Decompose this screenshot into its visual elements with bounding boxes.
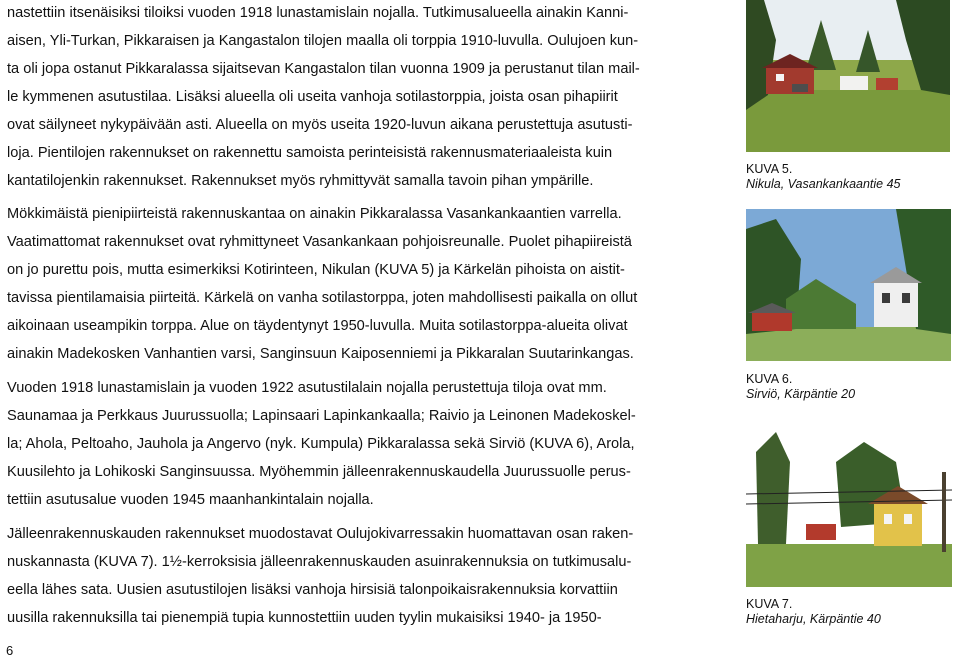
- body-line: tettiin asutusalue vuoden 1945 maanhankintalain nojalla.: [7, 492, 374, 508]
- figure-caption: [746, 372, 855, 402]
- body-line: Kuusilehto ja Lohikoski Sanginsuussa. Myöhemmin jälleenrakennuskaudella Juurussuolle perus-: [7, 464, 631, 480]
- body-line: tavissa pientilamaisia piirteitä. Kärkelä on vanha sotilastorppa, joten mahdollisesti paikalla on ollut: [7, 290, 638, 306]
- body-line: loja. Pientilojen rakennukset on rakennettu samoista perinteisistä rakennusmateriaaleista kuin: [7, 145, 613, 161]
- body-line: kantatilojenkin rakennukset. Rakennukset myös ryhmittyvät samalla tavoin pihan ympärille.: [7, 173, 594, 189]
- photo-sirvio: [746, 209, 951, 361]
- figure-title: KUVA 7.: [746, 597, 793, 611]
- body-line: aisen, Yli-Turkan, Pikkaraisen ja Kangastalon tilojen maalla oli torppia 1910-luvulla. Oulujoen kun-: [7, 33, 639, 49]
- figure-title: KUVA 5.: [746, 162, 793, 176]
- body-line: Jälleenrakennuskauden rakennukset muodostavat Oulujokivarressakin huomattavan osan raken-: [7, 526, 634, 542]
- figure-caption: [746, 597, 881, 627]
- body-line: le kymmenen asutustilaa. Lisäksi alueella oli useita vanhoja sotilastorppia, joista osan pihapiirit: [7, 89, 618, 105]
- body-line: nastettiin itsenäisiksi tiloiksi vuoden 1918 lunastamislain nojalla. Tutkimusalueella ainakin Kanni-: [7, 5, 629, 21]
- figure-place: Hietaharju, Kärpäntie 40: [746, 612, 881, 626]
- body-line: ovat säilyneet nykypäivään asti. Alueella on myös useita 1920-luvun aikana perustettuja asutusti-: [7, 117, 633, 133]
- figure-place: Nikula, Vasankankaantie 45: [746, 177, 901, 191]
- figure-place: Sirviö, Kärpäntie 20: [746, 387, 856, 401]
- page-number: 6: [6, 643, 14, 658]
- photo-hietaharju: [746, 432, 952, 587]
- body-line: on jo purettu pois, mutta esimerkiksi Kotirinteen, Nikulan (KUVA 5) ja Kärkelän pihoista on aistit-: [7, 262, 625, 278]
- figure-caption: [746, 162, 901, 192]
- body-line: eella lähes sata. Uusien asutustilojen lisäksi vanhoja hirsisiä talonpoikaisrakennuksia korvattiin: [7, 582, 618, 598]
- body-line: la; Ahola, Peltoaho, Jauhola ja Angervo (nyk. Kumpula) Pikkaralassa sekä Sirviö (KUVA 6), Arola,: [7, 436, 635, 452]
- body-line: Vuoden 1918 lunastamislain ja vuoden 1922 asutustilalain nojalla perustettuja tiloja ovat mm.: [7, 380, 607, 396]
- body-line: nuskannasta (KUVA 7). 1½-kerroksisia jälleenrakennuskauden asuinrakennuksia on tutkimusalu-: [7, 554, 632, 570]
- body-line: ainakin Madekosken Vanhantien varsi, Sanginsuun Kaiposenniemi ja Pikkaralan Suutarinkangas.: [7, 346, 634, 362]
- body-line: uusilla rakennuksilla tai pienempiä tupia kunnostettiin uuden tyylin mukaisiksi 1940- ja 1950-: [7, 610, 602, 626]
- body-line: aikoinaan useampikin torppa. Alue on täydentynyt 1950-luvulla. Muita sotilastorppa-alueita olivat: [7, 318, 628, 334]
- body-line: ta oli jopa ostanut Pikkaralassa sijaitsevan Kangastalon tilan vuonna 1909 ja perustanut tilan mail-: [7, 61, 640, 77]
- body-line: Saunamaa ja Perkkaus Juurussuolla; Lapinsaari Lapinkankaalla; Raivio ja Leinonen Madekoskel-: [7, 408, 636, 424]
- body-line: Mökkimäistä pienipiirteistä rakennuskantaa on ainakin Pikkaralassa Vasankankaantien varrella.: [7, 206, 622, 222]
- figure-title: KUVA 6.: [746, 372, 793, 386]
- photo-nikula: [746, 0, 950, 152]
- body-line: Vaatimattomat rakennukset ovat ryhmittyneet Vasankankaan pohjoisreunalle. Puolet pihapiireistä: [7, 234, 632, 250]
